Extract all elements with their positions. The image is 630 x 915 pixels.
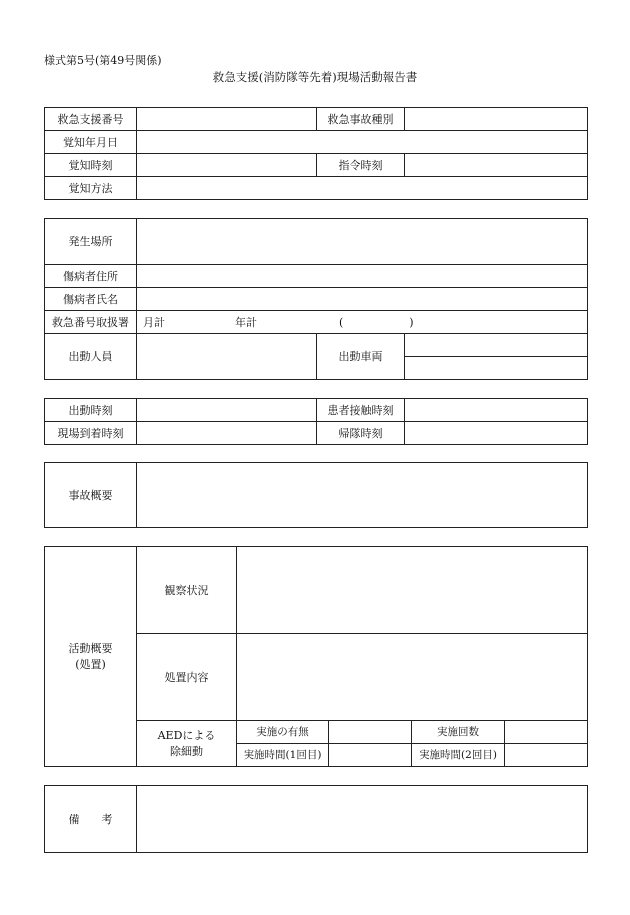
arrival-time-field[interactable] <box>137 422 317 445</box>
remarks-label: 備 考 <box>45 786 137 853</box>
station-field[interactable] <box>137 311 588 334</box>
dispatch-time-label: 出動時刻 <box>45 399 137 422</box>
aed-label-cell <box>137 721 237 767</box>
contact-time-label: 患者接触時刻 <box>317 399 405 422</box>
return-time-label: 帰隊時刻 <box>317 422 405 445</box>
activity-label-cell <box>45 547 137 767</box>
date-field[interactable] <box>137 131 588 154</box>
accident-type-label: 救急事故種別 <box>317 108 405 131</box>
paren-close: ) <box>409 315 414 329</box>
count-field[interactable] <box>505 721 588 744</box>
accident-type-field[interactable] <box>405 108 588 131</box>
address-label: 傷病者住所 <box>45 265 137 288</box>
remarks-table <box>44 785 588 853</box>
name-label: 傷病者氏名 <box>45 288 137 311</box>
treatment-field[interactable] <box>237 634 588 721</box>
patient-info-table <box>44 218 588 380</box>
awareness-time-label: 覚知時刻 <box>45 154 137 177</box>
activity-table <box>44 546 588 767</box>
command-time-label: 指令時刻 <box>317 154 405 177</box>
paren-open: ( <box>339 315 344 329</box>
monthly-label: 月計 <box>143 315 165 329</box>
command-time-field[interactable] <box>405 154 588 177</box>
summary-table <box>44 462 588 528</box>
performed-label: 実施の有無 <box>237 721 329 744</box>
address-field[interactable] <box>137 265 588 288</box>
awareness-method-field[interactable] <box>137 177 588 200</box>
remarks-field[interactable] <box>137 786 588 853</box>
contact-time-field[interactable] <box>405 399 588 422</box>
personnel-label: 出動人員 <box>45 334 137 380</box>
time2-field[interactable] <box>505 744 588 767</box>
activity-label: 活動概要 <box>68 642 113 655</box>
time1-label: 実施時間(1回目) <box>237 744 329 767</box>
aed-label-2: 除細動 <box>170 745 203 758</box>
vehicle-field-2[interactable] <box>405 357 588 380</box>
awareness-method-label: 覚知方法 <box>45 177 137 200</box>
observation-label: 観察状況 <box>137 547 237 634</box>
activity-sub-label: (処置) <box>75 658 106 671</box>
personnel-field[interactable] <box>137 334 317 380</box>
location-label: 発生場所 <box>45 219 137 265</box>
basic-info-table <box>44 107 588 200</box>
arrival-time-label: 現場到着時刻 <box>45 422 137 445</box>
station-label: 救急番号取扱署 <box>45 311 137 334</box>
form-number: 様式第5号(第49号関係) <box>44 54 162 67</box>
yearly-label: 年計 <box>235 315 257 329</box>
support-number-label: 救急支援番号 <box>45 108 137 131</box>
name-field[interactable] <box>137 288 588 311</box>
performed-field[interactable] <box>329 721 412 744</box>
location-field[interactable] <box>137 219 588 265</box>
time2-label: 実施時間(2回目) <box>412 744 505 767</box>
treatment-label: 処置内容 <box>137 634 237 721</box>
support-number-field[interactable] <box>137 108 317 131</box>
time-table <box>44 398 588 445</box>
vehicle-label: 出動車両 <box>317 334 405 380</box>
observation-field[interactable] <box>237 547 588 634</box>
count-label: 実施回数 <box>412 721 505 744</box>
return-time-field[interactable] <box>405 422 588 445</box>
summary-label: 事故概要 <box>45 463 137 528</box>
vehicle-field-1[interactable] <box>405 334 588 357</box>
aed-label-1: AEDによる <box>157 729 216 742</box>
summary-field[interactable] <box>137 463 588 528</box>
dispatch-time-field[interactable] <box>137 399 317 422</box>
time1-field[interactable] <box>329 744 412 767</box>
date-label: 覚知年月日 <box>45 131 137 154</box>
document-title: 救急支援(消防隊等先着)現場活動報告書 <box>212 70 418 84</box>
awareness-time-field[interactable] <box>137 154 317 177</box>
